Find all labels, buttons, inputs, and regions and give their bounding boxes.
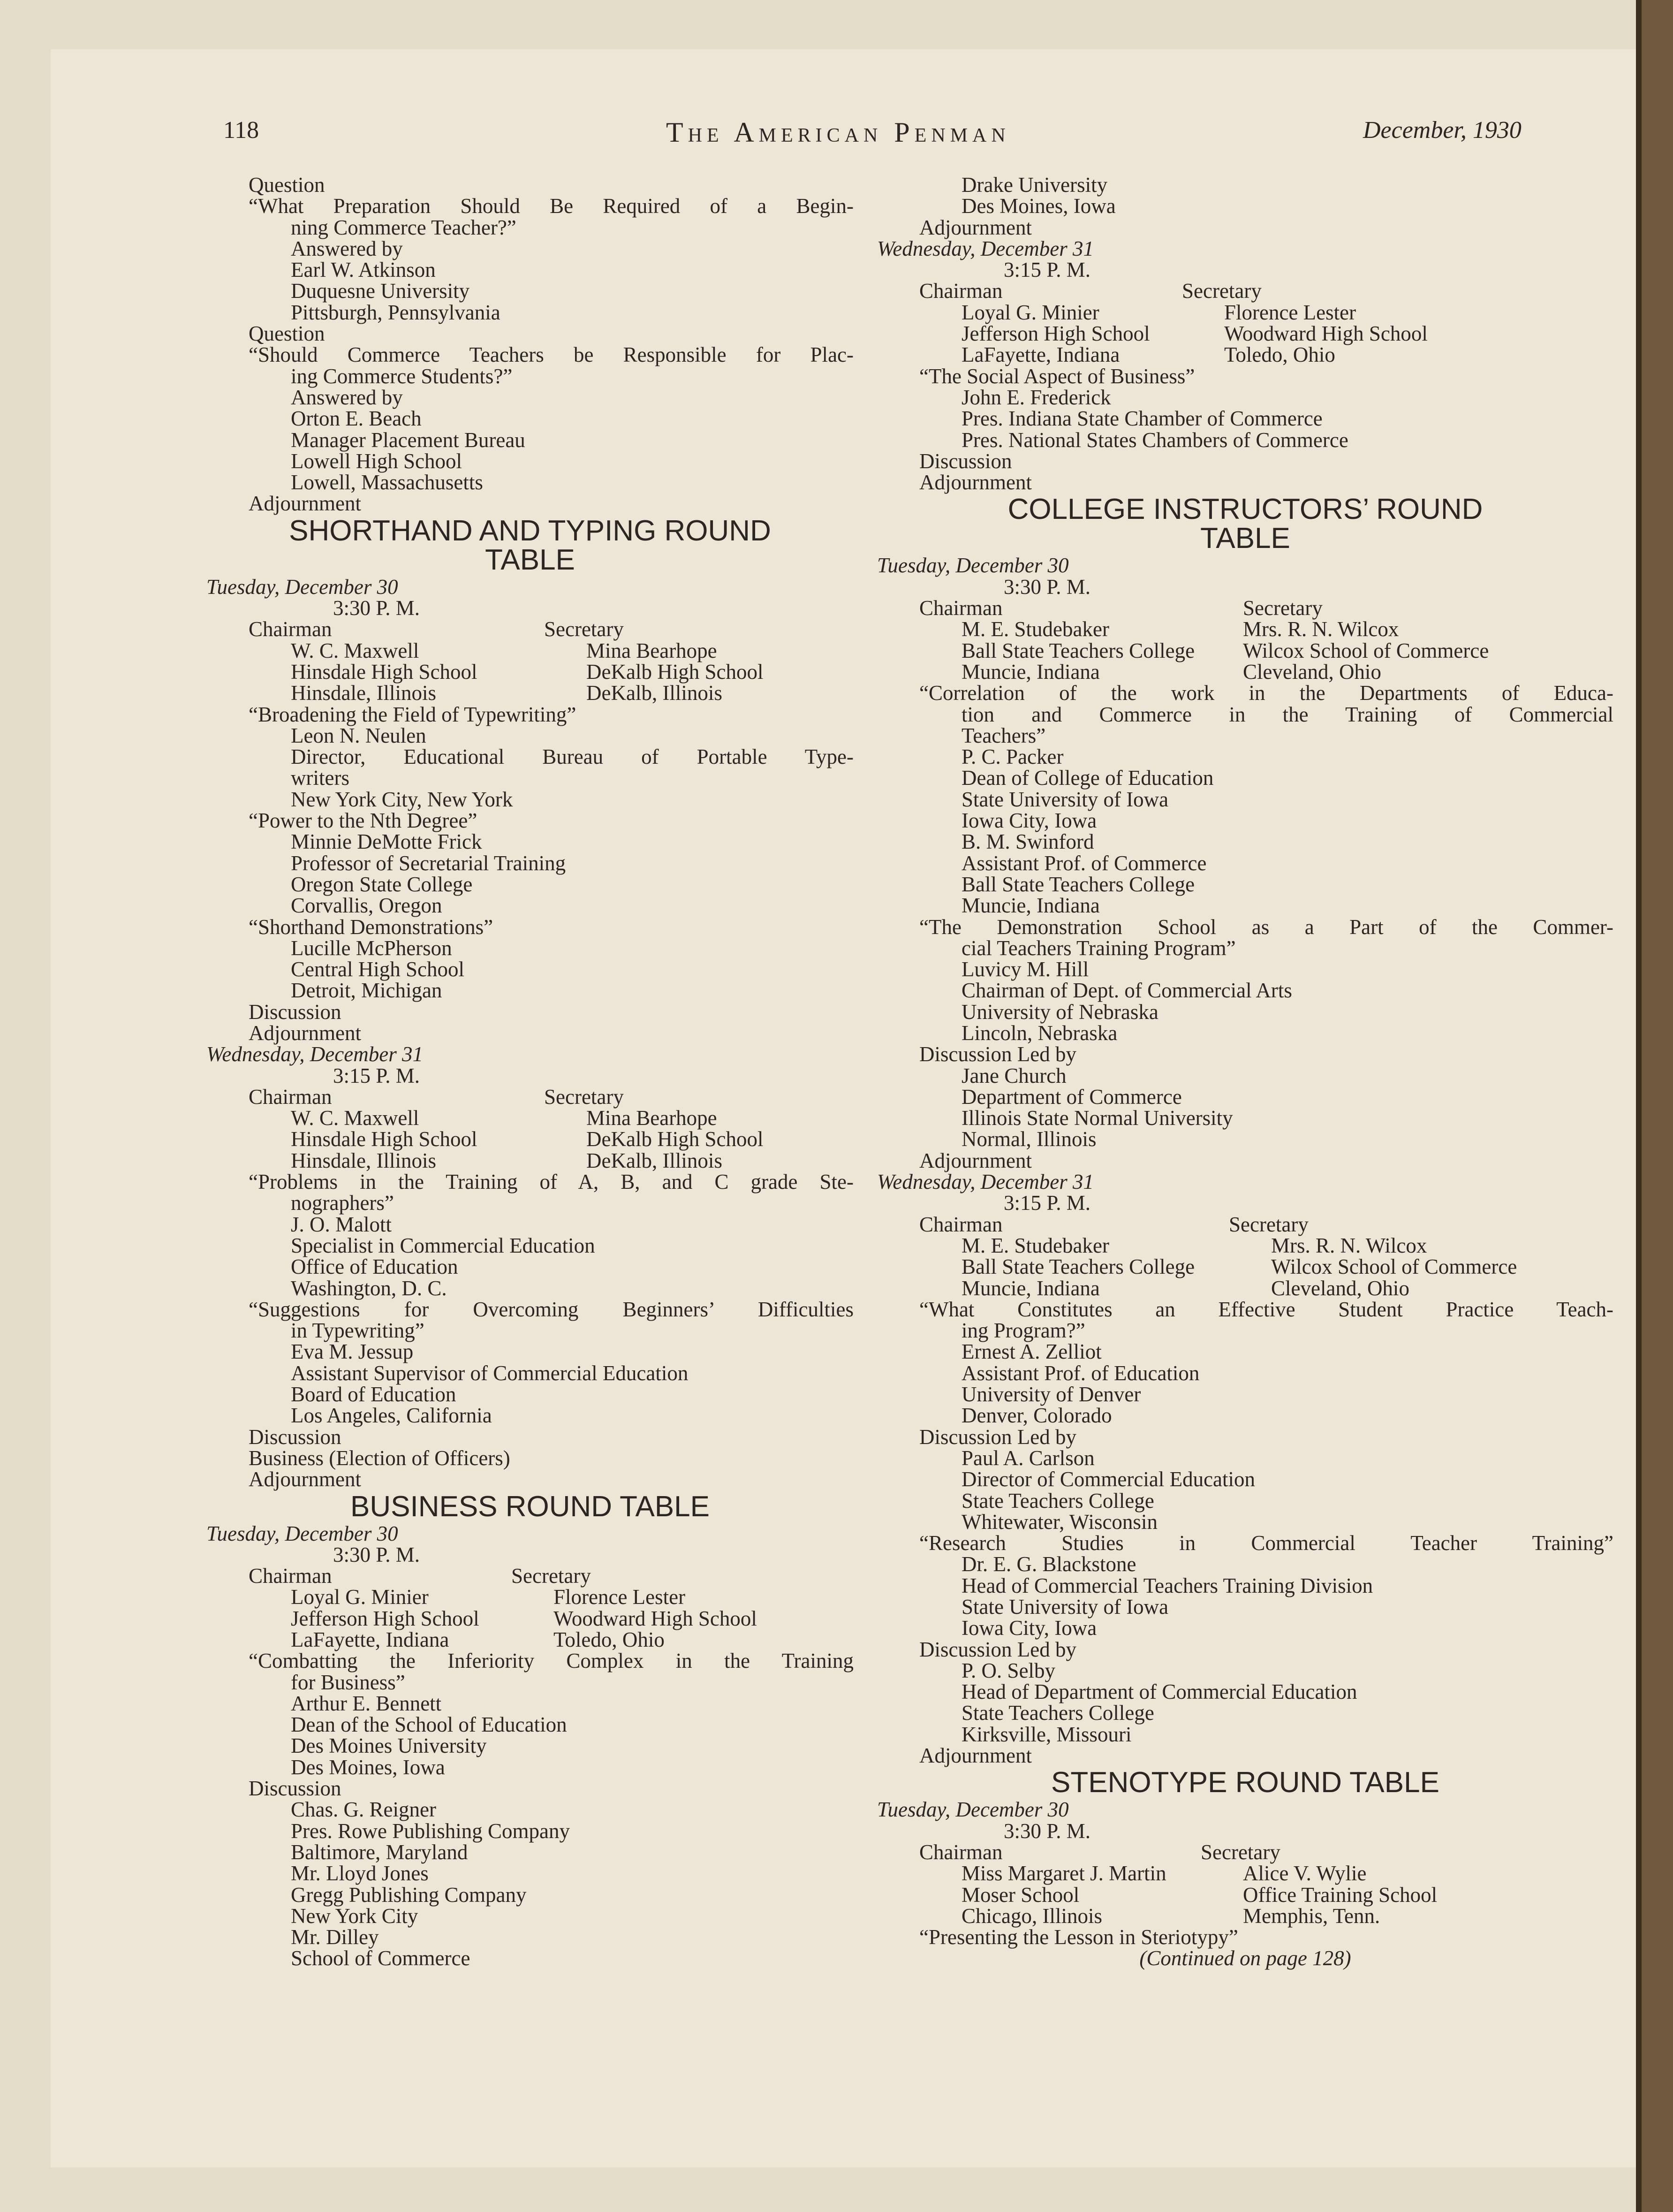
chairman-cell: Jefferson High School <box>291 1606 479 1630</box>
program-line: Los Angeles, California <box>291 1404 492 1428</box>
program-line: Gregg Publishing Company <box>291 1883 527 1907</box>
chairman-cell: Muncie, Indiana <box>961 660 1100 684</box>
chairman-cell: Chairman <box>249 617 332 641</box>
program-line: Assistant Supervisor of Commercial Education <box>291 1361 689 1385</box>
program-line: Iowa City, Iowa <box>961 809 1097 833</box>
officers-row <box>206 661 854 683</box>
program-line: ing Program?” <box>961 1319 1085 1343</box>
secretary-cell: Secretary <box>1182 279 1262 303</box>
program-line: Pres. National States Chambers of Commerce <box>961 428 1348 452</box>
program-line: State University of Iowa <box>961 787 1169 811</box>
program-line: Assistant Prof. of Commerce <box>961 851 1207 875</box>
program-line: Department of Commerce <box>961 1085 1182 1109</box>
chairman-cell: Chicago, Illinois <box>961 1904 1102 1928</box>
program-line: Discussion <box>249 1425 341 1449</box>
secretary-cell: Secretary <box>544 617 624 641</box>
chairman-cell: Hinsdale, Illinois <box>291 1148 436 1172</box>
program-line: Dean of College of Education <box>961 766 1214 790</box>
program-line: Head of Commercial Teachers Training Division <box>961 1573 1373 1597</box>
program-line: “The Demonstration School as a Part of the Commer- <box>919 915 1613 939</box>
officers-row <box>877 302 1613 323</box>
secretary-cell: DeKalb, Illinois <box>586 681 722 705</box>
program-line: tion and Commerce in the Training of Commercial <box>961 702 1613 726</box>
secretary-cell: DeKalb High School <box>586 660 764 684</box>
chairman-cell: Moser School <box>961 1883 1080 1907</box>
program-line: Minnie DeMotte Frick <box>291 830 482 854</box>
secretary-cell: Florence Lester <box>1224 300 1356 324</box>
program-line: “What Constitutes an Effective Student Practice Teach- <box>919 1297 1613 1321</box>
chairman-cell: Chairman <box>919 596 1003 620</box>
officers-row <box>877 1278 1613 1299</box>
program-line: Director, Educational Bureau of Portable Type- <box>291 745 854 769</box>
program-line: Leon N. Neulen <box>291 723 426 747</box>
program-line: Lincoln, Nebraska <box>961 1021 1118 1045</box>
issue-date: December, 1930 <box>1363 117 1522 144</box>
chairman-cell: Hinsdale High School <box>291 1127 477 1151</box>
program-line: Discussion Led by <box>919 1042 1076 1066</box>
program-line: Des Moines, Iowa <box>961 194 1116 218</box>
officers-row <box>877 598 1613 619</box>
program-line: 3:15 P. M. <box>1004 258 1091 282</box>
program-line: J. O. Malott <box>291 1212 392 1236</box>
left-column <box>206 175 854 1969</box>
program-line: Lowell, Massachusetts <box>291 471 483 494</box>
program-line: Iowa City, Iowa <box>961 1616 1097 1640</box>
program-line: Board of Education <box>291 1383 456 1406</box>
program-line: “Problems in the Training of A, B, and C grade Ste- <box>249 1170 854 1194</box>
session-date: Wednesday, December 31 <box>206 1042 423 1066</box>
program-line: Paul A. Carlson <box>961 1446 1095 1470</box>
officers-row <box>206 640 854 661</box>
program-line: Adjournment <box>919 1148 1032 1172</box>
program-line: Adjournment <box>919 471 1032 494</box>
program-line: Lucille McPherson <box>291 936 452 960</box>
secretary-cell: Alice V. Wylie <box>1243 1862 1367 1885</box>
officers-row <box>877 1863 1613 1884</box>
chairman-cell: Muncie, Indiana <box>961 1276 1100 1300</box>
program-line: “Suggestions for Overcoming Beginners’ Difficulties <box>249 1297 854 1321</box>
program-line: “What Preparation Should Be Required of a Begin- <box>249 194 854 218</box>
secretary-cell: Secretary <box>1229 1212 1309 1236</box>
officers-row <box>206 1150 854 1171</box>
chairman-cell: M. E. Studebaker <box>961 617 1109 641</box>
program-line: State Teachers College <box>961 1701 1154 1725</box>
program-line: Adjournment <box>919 215 1032 239</box>
program-line: “Shorthand Demonstrations” <box>249 915 493 939</box>
program-line: nographers” <box>291 1191 394 1215</box>
program-line: P. O. Selby <box>961 1658 1056 1682</box>
officers-row <box>877 323 1613 344</box>
secretary-cell: Secretary <box>1243 596 1323 620</box>
program-line: Manager Placement Bureau <box>291 428 525 452</box>
section-heading <box>877 1768 1613 1797</box>
session-date: Wednesday, December 31 <box>877 1170 1094 1194</box>
program-line: Assistant Prof. of Education <box>961 1361 1200 1385</box>
chairman-cell: Hinsdale High School <box>291 660 477 684</box>
officers-row <box>206 1566 854 1587</box>
program-line: Question <box>249 322 325 346</box>
program-line: for Business” <box>291 1670 405 1694</box>
program-line: Eva M. Jessup <box>291 1340 414 1364</box>
program-line: “Should Commerce Teachers be Responsible for Plac- <box>249 343 854 367</box>
chairman-cell: Ball State Teachers College <box>961 1255 1195 1279</box>
officers-row <box>206 1587 854 1608</box>
section-heading-line: COLLEGE INSTRUCTORS’ ROUND <box>1007 493 1483 526</box>
program-line: School of Commerce <box>291 1946 470 1970</box>
officers-row <box>877 1214 1613 1235</box>
officers-row <box>877 640 1613 661</box>
program-line: State Teachers College <box>961 1489 1154 1513</box>
program-line: Office of Education <box>291 1255 458 1279</box>
session-date: Tuesday, December 30 <box>877 554 1069 578</box>
program-line: Specialist in Commercial Education <box>291 1233 595 1257</box>
program-line: 3:30 P. M. <box>333 1543 420 1566</box>
program-line: Illinois State Normal University <box>961 1106 1233 1130</box>
chairman-cell: Hinsdale, Illinois <box>291 681 436 705</box>
chairman-cell: LaFayette, Indiana <box>291 1628 449 1651</box>
program-line: Head of Department of Commercial Education <box>961 1680 1357 1704</box>
program-line: Kirksville, Missouri <box>961 1722 1132 1746</box>
officers-row <box>877 1842 1613 1863</box>
chairman-cell: LaFayette, Indiana <box>961 343 1120 367</box>
program-line: Discussion Led by <box>919 1425 1076 1449</box>
secretary-cell: Secretary <box>1201 1840 1280 1864</box>
section-heading-line: SHORTHAND AND TYPING ROUND <box>289 514 771 547</box>
officers-row <box>206 1608 854 1629</box>
program-line: Drake University <box>961 173 1108 197</box>
chairman-cell: Chairman <box>919 1212 1003 1236</box>
secretary-cell: Cleveland, Ohio <box>1271 1276 1409 1300</box>
program-line: New York City, New York <box>291 787 513 811</box>
program-line: Denver, Colorado <box>961 1404 1112 1428</box>
secretary-cell: Cleveland, Ohio <box>1243 660 1381 684</box>
officers-row <box>206 683 854 704</box>
program-line: Des Moines, Iowa <box>291 1755 445 1779</box>
program-line: “Correlation of the work in the Departments of Educa- <box>919 681 1613 705</box>
secretary-cell: Woodward High School <box>553 1606 757 1630</box>
program-line: Luvicy M. Hill <box>961 958 1089 981</box>
secretary-cell: Mina Bearhope <box>586 1106 717 1130</box>
program-line: Dr. E. G. Blackstone <box>961 1552 1136 1576</box>
program-line: ning Commerce Teacher?” <box>291 215 516 239</box>
chairman-cell: Chairman <box>919 279 1003 303</box>
secretary-cell: Wilcox School of Commerce <box>1271 1255 1517 1279</box>
secretary-cell: Toledo, Ohio <box>553 1628 665 1651</box>
secretary-cell: Secretary <box>511 1564 591 1588</box>
chairman-cell: Chairman <box>249 1085 332 1109</box>
program-line: Dean of the School of Education <box>291 1713 567 1737</box>
program-line: “Broadening the Field of Typewriting” <box>249 702 576 726</box>
program-line: Pittsburgh, Pennsylvania <box>291 300 500 324</box>
program-line: 3:15 P. M. <box>1004 1191 1091 1215</box>
secretary-cell: DeKalb High School <box>586 1127 764 1151</box>
program-line: Adjournment <box>249 1467 361 1491</box>
section-heading-line: TABLE <box>485 543 575 576</box>
secretary-cell: DeKalb, Illinois <box>586 1148 722 1172</box>
officers-row <box>877 281 1613 302</box>
chairman-cell: W. C. Maxwell <box>291 1106 419 1130</box>
program-line: John E. Frederick <box>961 385 1111 409</box>
program-line: 3:15 P. M. <box>333 1064 420 1087</box>
right-column <box>877 175 1613 1969</box>
officers-row <box>877 1235 1613 1256</box>
program-line: Earl W. Atkinson <box>291 258 436 282</box>
session-date: Wednesday, December 31 <box>877 236 1094 260</box>
program-line: “Presenting the Lesson in Steriotypy” <box>919 1925 1238 1949</box>
officers-row <box>206 619 854 640</box>
program-line: P. C. Packer <box>961 745 1064 769</box>
session-date: Tuesday, December 30 <box>877 1798 1069 1822</box>
chairman-cell: M. E. Studebaker <box>961 1233 1109 1257</box>
program-line: Muncie, Indiana <box>961 894 1100 918</box>
chairman-cell: Chairman <box>919 1840 1003 1864</box>
session-date: Tuesday, December 30 <box>206 575 398 599</box>
officers-row <box>206 1129 854 1150</box>
secretary-cell: Woodward High School <box>1224 322 1428 346</box>
program-line: Ball State Teachers College <box>961 872 1195 896</box>
section-heading <box>877 495 1613 553</box>
running-title: The American Penman <box>666 117 1010 148</box>
program-line: Orton E. Beach <box>291 407 422 431</box>
program-line: B. M. Swinford <box>961 830 1094 854</box>
program-line: Pres. Rowe Publishing Company <box>291 1819 570 1843</box>
program-line: 3:30 P. M. <box>333 596 420 620</box>
binding-shadow <box>1636 0 1642 2212</box>
officers-row <box>877 1885 1613 1906</box>
program-line: Washington, D. C. <box>291 1276 447 1300</box>
secretary-cell: Office Training School <box>1243 1883 1438 1907</box>
program-line: Pres. Indiana State Chamber of Commerce <box>961 407 1323 431</box>
program-line: “Research Studies in Commercial Teacher Training” <box>919 1531 1613 1555</box>
officers-row <box>877 661 1613 683</box>
program-line: Duquesne University <box>291 279 470 303</box>
program-line: cial Teachers Training Program” <box>961 936 1236 960</box>
program-line: 3:30 P. M. <box>1004 1819 1091 1843</box>
secretary-cell: Mrs. R. N. Wilcox <box>1271 1233 1427 1257</box>
chairman-cell: Loyal G. Minier <box>961 300 1099 324</box>
page-number: 118 <box>223 117 259 144</box>
program-line: ing Commerce Students?” <box>291 364 513 388</box>
officers-row <box>877 1256 1613 1277</box>
secretary-cell: Mina Bearhope <box>586 639 717 662</box>
program-line: “Power to the Nth Degree” <box>249 809 477 833</box>
officers-row <box>877 344 1613 365</box>
officers-row <box>206 1629 854 1650</box>
program-line: Chas. G. Reigner <box>291 1798 436 1822</box>
program-line: University of Denver <box>961 1383 1141 1406</box>
program-line: Oregon State College <box>291 872 473 896</box>
secretary-cell: Secretary <box>544 1085 624 1109</box>
program-line: Adjournment <box>249 1021 361 1045</box>
section-heading <box>206 514 854 576</box>
chairman-cell: Miss Margaret J. Martin <box>961 1862 1166 1885</box>
program-line: Adjournment <box>919 1744 1032 1768</box>
program-line: writers <box>291 766 349 790</box>
secretary-cell: Wilcox School of Commerce <box>1243 639 1489 662</box>
program-line: Answered by <box>291 236 403 260</box>
program-line: Adjournment <box>249 492 361 516</box>
program-line: Chairman of Dept. of Commercial Arts <box>961 979 1292 1003</box>
session-date: Tuesday, December 30 <box>206 1521 398 1545</box>
chairman-cell: Loyal G. Minier <box>291 1585 429 1609</box>
program-line: Discussion <box>249 1000 341 1024</box>
section-heading-line: TABLE <box>1200 522 1290 555</box>
program-line: Discussion Led by <box>919 1637 1076 1661</box>
program-line: Lowell High School <box>291 449 462 473</box>
program-line: in Typewriting” <box>291 1319 424 1343</box>
program-line: Mr. Lloyd Jones <box>291 1862 429 1885</box>
program-line: Des Moines University <box>291 1734 487 1758</box>
program-line: Arthur E. Bennett <box>291 1691 442 1715</box>
program-line: Whitewater, Wisconsin <box>961 1510 1158 1534</box>
program-line: Normal, Illinois <box>961 1127 1097 1151</box>
program-line: Answered by <box>291 385 403 409</box>
program-line: Central High School <box>291 958 464 981</box>
secretary-cell: Florence Lester <box>553 1585 686 1609</box>
chairman-cell: Jefferson High School <box>961 322 1150 346</box>
continued-note: (Continued on page 128) <box>1139 1946 1351 1970</box>
program-line: Jane Church <box>961 1064 1067 1087</box>
program-line: Corvallis, Oregon <box>291 894 442 918</box>
program-line: Business (Election of Officers) <box>249 1446 510 1470</box>
secretary-cell: Toledo, Ohio <box>1224 343 1335 367</box>
program-line: State University of Iowa <box>961 1595 1169 1619</box>
section-heading-line: BUSINESS ROUND TABLE <box>350 1490 710 1523</box>
program-line: University of Nebraska <box>961 1000 1158 1024</box>
program-line: New York City <box>291 1904 418 1928</box>
officers-row <box>206 1108 854 1129</box>
secretary-cell: Mrs. R. N. Wilcox <box>1243 617 1399 641</box>
secretary-cell: Memphis, Tenn. <box>1243 1904 1380 1928</box>
chairman-cell: Chairman <box>249 1564 332 1588</box>
program-line: 3:30 P. M. <box>1004 575 1091 599</box>
program-line: Discussion <box>249 1777 341 1801</box>
program-line: Ernest A. Zelliot <box>961 1340 1102 1364</box>
section-heading-line: STENOTYPE ROUND TABLE <box>1051 1766 1439 1799</box>
officers-row <box>206 1087 854 1108</box>
program-line: Teachers” <box>961 723 1046 747</box>
program-line: Baltimore, Maryland <box>291 1840 468 1864</box>
officers-row <box>877 1906 1613 1927</box>
chairman-cell: Ball State Teachers College <box>961 639 1195 662</box>
program-line: Professor of Secretarial Training <box>291 851 566 875</box>
officers-row <box>877 619 1613 640</box>
program-line: Mr. Dilley <box>291 1925 379 1949</box>
section-heading <box>206 1492 854 1521</box>
chairman-cell: W. C. Maxwell <box>291 639 419 662</box>
program-line: Discussion <box>919 449 1012 473</box>
program-line: Director of Commercial Education <box>961 1467 1256 1491</box>
program-line: Question <box>249 173 325 197</box>
program-line: “The Social Aspect of Business” <box>919 364 1195 388</box>
program-line: “Combatting the Inferiority Complex in the Training <box>249 1649 854 1673</box>
program-line: Detroit, Michigan <box>291 979 442 1003</box>
